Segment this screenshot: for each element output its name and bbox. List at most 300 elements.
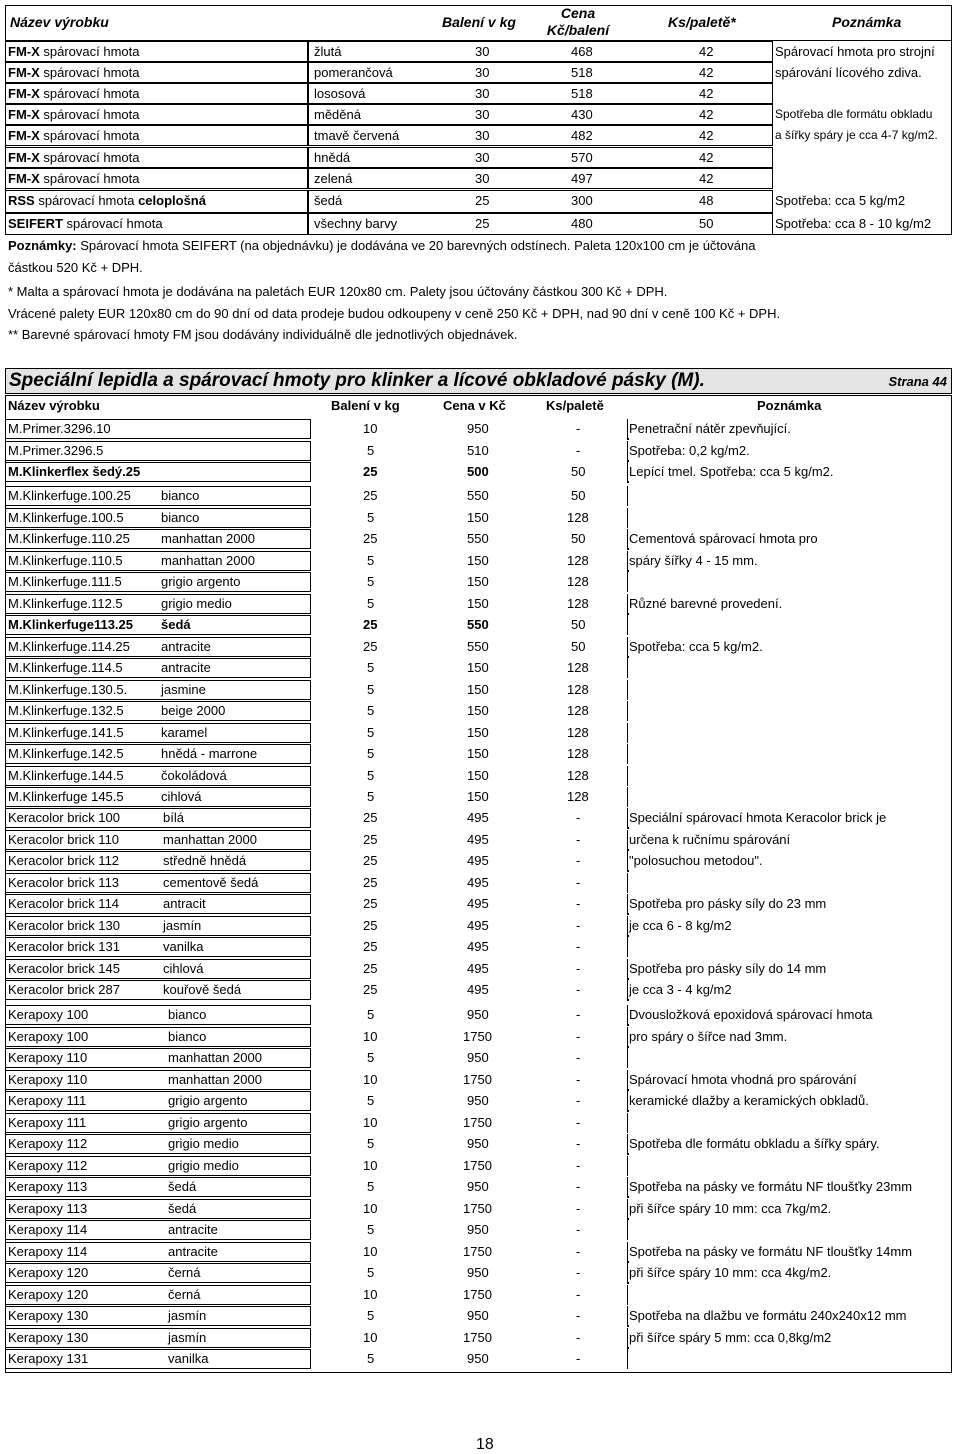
- note-line: ** Barevné spárovací hmoty FM jsou dodávány individuálně dle jednotlivých objednávek.: [8, 327, 518, 342]
- row-price: 518: [571, 86, 593, 101]
- row-price: 495: [467, 939, 489, 954]
- row-price: 468: [571, 44, 593, 59]
- row-color: šedá: [314, 193, 343, 208]
- row-pack: 10: [363, 1157, 378, 1173]
- row-name: M.Klinkerfuge.114.25: [8, 638, 130, 654]
- row-pack: 5: [367, 1265, 375, 1280]
- row-color: vanilka: [168, 1351, 209, 1366]
- row-name: Kerapoxy 130: [8, 1308, 89, 1323]
- t1-header-name: Název výrobku: [10, 14, 109, 30]
- row-pallet: -: [576, 1093, 581, 1108]
- row-price: 950: [467, 1222, 489, 1237]
- row-pack: 5: [367, 724, 375, 740]
- row-pack: 5: [367, 1179, 375, 1194]
- row-price: 1750: [463, 1200, 492, 1216]
- section-page: Strana 44: [888, 374, 947, 389]
- row-note: Spotřeba: cca 5 kg/m2.: [629, 638, 763, 654]
- row-pack: 5: [367, 1007, 375, 1022]
- row-pallet: -: [576, 1136, 581, 1151]
- row-note: spáry šířky 4 - 15 mm.: [629, 552, 758, 568]
- row-name: FM-X spárovací hmota: [8, 150, 140, 165]
- row-pallet: 42: [699, 86, 714, 101]
- row-price: 150: [467, 509, 489, 525]
- row-pack: 5: [367, 789, 375, 804]
- row-price: 950: [467, 1351, 489, 1366]
- row-color: jasmín: [163, 917, 202, 933]
- row-pack: 10: [363, 1114, 378, 1130]
- row-pack: 5: [367, 509, 375, 525]
- row-name: M.Klinkerflex šedý.25: [8, 464, 141, 479]
- row-pack: 5: [367, 442, 375, 458]
- row-price: 150: [467, 724, 489, 740]
- row-note: Spárovací hmota vhodná pro spárování: [629, 1071, 857, 1087]
- row-pallet: 128: [567, 703, 589, 718]
- row-note: pro spáry o šířce nad 3mm.: [629, 1028, 788, 1044]
- row-color: všechny barvy: [314, 216, 398, 231]
- row-name: M.Klinkerfuge.112.5: [8, 595, 123, 611]
- row-note: keramické dlažby a keramických obkladů.: [629, 1093, 869, 1108]
- row-pack: 5: [367, 1093, 375, 1108]
- row-price: 495: [467, 831, 489, 847]
- row-color: grigio medio: [161, 595, 232, 611]
- row-price: 950: [467, 1093, 489, 1108]
- row-price: 495: [467, 810, 489, 825]
- row-price: 1750: [463, 1329, 492, 1345]
- t2-header-pack: Balení v kg: [331, 398, 400, 413]
- row-pallet: -: [576, 1114, 581, 1130]
- row-pack: 25: [363, 939, 378, 954]
- t2-header-name: Název výrobku: [8, 398, 100, 413]
- row-pack: 30: [475, 107, 490, 122]
- row-color: pomerančová: [314, 65, 393, 80]
- row-name: Kerapoxy 110: [8, 1071, 88, 1087]
- row-color: kouřově šedá: [163, 982, 242, 997]
- row-pallet: 50: [571, 638, 586, 654]
- row-price: 495: [467, 917, 489, 933]
- row-note: Cementová spárovací hmota pro: [629, 531, 818, 546]
- row-pallet: 50: [571, 488, 586, 503]
- row-note: Spotřeba pro pásky síly do 14 mm: [629, 960, 827, 976]
- row-color: černá: [168, 1265, 201, 1280]
- row-pack: 5: [367, 1050, 375, 1065]
- row-pack: 10: [363, 1286, 378, 1302]
- row-pallet: -: [576, 1286, 581, 1302]
- row-pallet: -: [576, 1222, 581, 1237]
- row-pack: 25: [475, 193, 490, 208]
- row-pack: 25: [363, 638, 378, 654]
- row-pack: 25: [363, 464, 378, 479]
- row-pack: 5: [367, 1308, 375, 1323]
- row-name: M.Klinkerfuge.110.5: [8, 552, 123, 568]
- row-pack: 10: [363, 421, 378, 436]
- row-pallet: -: [576, 853, 581, 868]
- row-pallet: 128: [567, 660, 589, 675]
- row-color: zelená: [314, 171, 353, 186]
- row-name: Keracolor brick 112: [8, 853, 120, 868]
- row-color: čokoládová: [161, 767, 227, 783]
- t1-header-note: Poznámka: [832, 14, 902, 30]
- row-pallet: -: [576, 960, 581, 976]
- row-pallet: 128: [567, 724, 589, 740]
- row-price: 495: [467, 896, 489, 911]
- row-pallet: -: [576, 1308, 581, 1323]
- t1-header-pack: Balení v kg: [442, 14, 516, 30]
- row-note: a šířky spáry je cca 4-7 kg/m2.: [775, 128, 938, 142]
- row-name: Kerapoxy 114: [8, 1243, 88, 1259]
- row-pallet: 128: [567, 552, 589, 568]
- row-color: bianco: [168, 1028, 207, 1044]
- row-pack: 25: [363, 831, 378, 847]
- row-price: 300: [571, 193, 593, 208]
- row-note: Spotřeba: 0,2 kg/m2.: [629, 442, 750, 458]
- row-pack: 5: [367, 767, 375, 783]
- row-color: šedá: [161, 617, 191, 632]
- row-name: M.Klinkerfuge.114.5: [8, 660, 123, 675]
- row-name: M.Primer.3296.5: [8, 442, 104, 458]
- row-color: černá: [168, 1286, 201, 1302]
- row-price: 950: [467, 1265, 489, 1280]
- row-color: šedá: [168, 1179, 197, 1194]
- row-pack: 5: [367, 1351, 375, 1366]
- row-price: 950: [467, 1007, 489, 1022]
- row-name: Keracolor brick 100: [8, 810, 120, 825]
- row-price: 550: [467, 617, 489, 632]
- page-number: 18: [476, 1436, 494, 1453]
- row-price: 495: [467, 960, 489, 976]
- row-price: 497: [571, 171, 593, 186]
- row-pack: 25: [363, 488, 378, 503]
- t2-header-pallet: Ks/paletě: [546, 398, 604, 413]
- row-color: antracite: [161, 660, 211, 675]
- note-line: Poznámky: Spárovací hmota SEIFERT (na objednávku) je dodávána ve 20 barevných odstínech. Paleta 120x100 cm je účtována: [8, 238, 756, 253]
- row-pack: 10: [363, 1329, 378, 1345]
- row-name: SEIFERT spárovací hmota: [8, 216, 163, 231]
- row-note: Spotřeba na pásky ve formátu NF tloušťky 14mm: [629, 1243, 913, 1259]
- row-price: 150: [467, 660, 489, 675]
- row-price: 150: [467, 703, 489, 718]
- row-note: Dvousložková epoxidová spárovací hmota: [629, 1007, 873, 1022]
- row-pallet: -: [576, 1050, 581, 1065]
- row-color: manhattan 2000: [163, 831, 257, 847]
- row-note: Spotřeba na pásky ve formátu NF tloušťky 23mm: [629, 1179, 913, 1194]
- row-price: 950: [467, 1136, 489, 1151]
- row-price: 550: [467, 488, 489, 503]
- row-pallet: -: [576, 831, 581, 847]
- row-price: 150: [467, 767, 489, 783]
- row-pallet: -: [576, 421, 581, 436]
- row-price: 1750: [463, 1243, 492, 1259]
- row-name: Kerapoxy 131: [8, 1351, 89, 1366]
- row-color: grigio argento: [168, 1114, 248, 1130]
- row-color: cementově šedá: [163, 874, 259, 890]
- row-color: grigio argento: [161, 574, 241, 589]
- row-color: jasmine: [161, 681, 206, 697]
- row-pallet: 42: [699, 171, 714, 186]
- row-price: 480: [571, 216, 593, 231]
- row-price: 495: [467, 853, 489, 868]
- row-pack: 25: [363, 531, 378, 546]
- row-pack: 25: [363, 853, 378, 868]
- row-price: 495: [467, 982, 489, 997]
- row-color: středně hnědá: [163, 853, 247, 868]
- row-pallet: 42: [699, 107, 714, 122]
- row-pallet: 42: [699, 44, 714, 59]
- row-name: Keracolor brick 145: [8, 960, 120, 976]
- row-pack: 5: [367, 595, 375, 611]
- row-note: Spotřeba dle formátu obkladu a šířky spáry.: [629, 1136, 880, 1151]
- row-pallet: 42: [699, 128, 714, 143]
- row-pack: 25: [363, 810, 378, 825]
- row-color: beige 2000: [161, 703, 226, 718]
- row-note: při šířce spáry 10 mm: cca 7kg/m2.: [629, 1200, 832, 1216]
- row-pallet: 128: [567, 509, 589, 525]
- row-color: grigio medio: [168, 1136, 239, 1151]
- row-price: 950: [467, 1179, 489, 1194]
- row-color: manhattan 2000: [168, 1071, 262, 1087]
- row-pallet: -: [576, 1179, 581, 1194]
- row-price: 1750: [463, 1157, 492, 1173]
- row-name: M.Klinkerfuge.100.5: [8, 509, 124, 525]
- row-pallet: -: [576, 896, 581, 911]
- row-name: M.Klinkerfuge.132.5: [8, 703, 124, 718]
- row-note: Různé barevné provedení.: [629, 595, 783, 611]
- row-pack: 5: [367, 746, 375, 761]
- row-color: bianco: [168, 1007, 207, 1022]
- row-note: Penetrační nátěr zpevňující.: [629, 421, 791, 436]
- table1-frame: [5, 5, 952, 235]
- row-pallet: -: [576, 917, 581, 933]
- row-pack: 25: [363, 960, 378, 976]
- note-line: částkou 520 Kč + DPH.: [8, 260, 143, 275]
- row-color: vanilka: [163, 939, 204, 954]
- row-price: 150: [467, 789, 489, 804]
- row-color: karamel: [161, 724, 208, 740]
- row-color: grigio argento: [168, 1093, 248, 1108]
- row-color: jasmín: [168, 1308, 207, 1323]
- row-name: M.Klinkerfuge.111.5: [8, 574, 122, 589]
- t2-header-price: Cena v Kč: [443, 398, 506, 413]
- row-pallet: -: [576, 982, 581, 997]
- row-note: Spárovací hmota pro strojní: [775, 44, 935, 59]
- row-name: Kerapoxy 130: [8, 1329, 89, 1345]
- row-color: lososová: [314, 86, 366, 101]
- row-name: M.Primer.3296.10: [8, 421, 111, 436]
- row-name: Keracolor brick 130: [8, 917, 120, 933]
- row-color: bianco: [161, 509, 200, 525]
- row-note: při šířce spáry 5 mm: cca 0,8kg/m2: [629, 1329, 832, 1345]
- row-pack: 30: [475, 65, 490, 80]
- row-color: šedá: [168, 1200, 197, 1216]
- row-pack: 5: [367, 552, 375, 568]
- row-note: Spotřeba na dlažbu ve formátu 240x240x12 mm: [629, 1308, 907, 1323]
- row-pack: 5: [367, 681, 375, 697]
- row-pallet: -: [576, 1071, 581, 1087]
- row-pack: 10: [363, 1071, 378, 1087]
- row-name: RSS spárovací hmota celoplošná: [8, 193, 206, 208]
- row-price: 1750: [463, 1071, 492, 1087]
- row-color: jasmín: [168, 1329, 207, 1345]
- row-note: "polosuchou metodou".: [629, 853, 763, 868]
- row-pallet: -: [576, 1028, 581, 1044]
- row-name: FM-X spárovací hmota: [8, 65, 140, 80]
- table2-frame: [5, 395, 952, 1373]
- row-pack: 10: [363, 1200, 378, 1216]
- row-name: Keracolor brick 113: [8, 874, 120, 890]
- row-name: Kerapoxy 100: [8, 1028, 89, 1044]
- row-pack: 30: [475, 128, 490, 143]
- section-title: Speciální lepidla a spárovací hmoty pro klinker a lícové obkladové pásky (M).: [9, 370, 705, 391]
- row-pack: 25: [475, 216, 490, 231]
- row-price: 510: [467, 442, 489, 458]
- row-name: FM-X spárovací hmota: [8, 107, 140, 122]
- row-name: Keracolor brick 110: [8, 831, 120, 847]
- row-note: spárování lícového zdiva.: [775, 65, 922, 80]
- row-note: je cca 3 - 4 kg/m2: [629, 982, 732, 997]
- note-line: Vrácené palety EUR 120x80 cm do 90 dní od data prodeje budou odkoupeny v ceně 250 Kč + DPH, nad 90 dní v ceně 100 Kč + DPH.: [8, 306, 781, 321]
- row-pack: 25: [363, 874, 378, 890]
- row-note: Spotřeba pro pásky síly do 23 mm: [629, 896, 827, 911]
- row-color: hnědá: [314, 150, 351, 165]
- row-pallet: -: [576, 874, 581, 890]
- row-name: M.Klinkerfuge.142.5: [8, 746, 124, 761]
- row-price: 150: [467, 681, 489, 697]
- row-price: 518: [571, 65, 593, 80]
- row-note: při šířce spáry 10 mm: cca 4kg/m2.: [629, 1265, 832, 1280]
- row-price: 550: [467, 638, 489, 654]
- row-color: žlutá: [314, 44, 342, 59]
- row-price: 1750: [463, 1286, 492, 1302]
- row-price: 500: [467, 464, 489, 479]
- row-pack: 25: [363, 982, 378, 997]
- row-color: grigio medio: [168, 1157, 239, 1173]
- row-note: určena k ručnímu spárování: [629, 831, 791, 847]
- row-name: M.Klinkerfuge.144.5: [8, 767, 124, 783]
- row-pack: 25: [363, 896, 378, 911]
- note-line: * Malta a spárovací hmota je dodávána na paletách EUR 120x80 cm. Palety jsou účtovány částkou 300 Kč + DPH.: [8, 284, 668, 299]
- row-price: 1750: [463, 1114, 492, 1130]
- row-name: M.Klinkerfuge113.25: [8, 617, 133, 632]
- row-pallet: 42: [699, 65, 714, 80]
- row-pallet: -: [576, 939, 581, 954]
- row-pallet: -: [576, 1265, 581, 1280]
- row-pallet: 128: [567, 574, 589, 589]
- row-name: M.Klinkerfuge.100.25: [8, 488, 131, 503]
- row-pallet: 42: [699, 150, 714, 165]
- row-pallet: 50: [571, 617, 586, 632]
- row-name: Kerapoxy 110: [8, 1050, 88, 1065]
- row-name: Keracolor brick 114: [8, 896, 120, 911]
- row-note: Spotřeba: cca 5 kg/m2: [775, 193, 906, 208]
- row-name: Keracolor brick 131: [8, 939, 120, 954]
- row-pallet: -: [576, 1157, 581, 1173]
- row-price: 1750: [463, 1028, 492, 1044]
- row-color: měděná: [314, 107, 361, 122]
- row-price: 570: [571, 150, 593, 165]
- row-color: antracite: [168, 1222, 218, 1237]
- row-pallet: -: [576, 1007, 581, 1022]
- row-pallet: -: [576, 1200, 581, 1216]
- row-pack: 5: [367, 660, 375, 675]
- row-pallet: -: [576, 810, 581, 825]
- row-name: M.Klinkerfuge 145.5: [8, 789, 124, 804]
- row-name: FM-X spárovací hmota: [8, 86, 140, 101]
- row-name: FM-X spárovací hmota: [8, 44, 140, 59]
- row-color: tmavě červená: [314, 128, 400, 143]
- row-price: 430: [571, 107, 593, 122]
- row-pallet: -: [576, 1243, 581, 1259]
- row-name: Kerapoxy 111: [8, 1093, 87, 1108]
- row-color: hnědá - marrone: [161, 746, 258, 761]
- row-price: 150: [467, 574, 489, 589]
- row-name: Kerapoxy 112: [8, 1157, 88, 1173]
- row-pallet: -: [576, 1329, 581, 1345]
- row-pack: 25: [363, 617, 378, 632]
- row-color: manhattan 2000: [161, 531, 255, 546]
- row-color: bianco: [161, 488, 200, 503]
- row-price: 950: [467, 1308, 489, 1323]
- row-price: 950: [467, 421, 489, 436]
- row-pack: 30: [475, 86, 490, 101]
- row-note: Lepící tmel. Spotřeba: cca 5 kg/m2.: [629, 464, 834, 479]
- row-color: antracite: [168, 1243, 218, 1259]
- row-price: 150: [467, 746, 489, 761]
- row-pack: 30: [475, 44, 490, 59]
- row-name: FM-X spárovací hmota: [8, 171, 140, 186]
- row-note: Speciální spárovací hmota Keracolor brick je: [629, 810, 887, 825]
- row-name: Kerapoxy 120: [8, 1265, 89, 1280]
- row-name: M.Klinkerfuge.130.5.: [8, 681, 128, 697]
- row-note: Spotřeba: cca 8 - 10 kg/m2: [775, 216, 932, 231]
- row-pack: 30: [475, 150, 490, 165]
- row-price: 150: [467, 595, 489, 611]
- row-color: antracite: [161, 638, 211, 654]
- row-color: cihlová: [161, 789, 202, 804]
- row-name: Kerapoxy 112: [8, 1136, 88, 1151]
- t1-header-pallet: Ks/paletě*: [668, 14, 736, 30]
- row-pallet: 128: [567, 681, 589, 697]
- row-pack: 5: [367, 1136, 375, 1151]
- row-pallet: 50: [571, 531, 586, 546]
- row-pack: 5: [367, 1222, 375, 1237]
- row-pallet: 128: [567, 789, 589, 804]
- row-name: Kerapoxy 114: [8, 1222, 88, 1237]
- row-name: Kerapoxy 120: [8, 1286, 89, 1302]
- row-color: bílá: [163, 810, 184, 825]
- row-name: Kerapoxy 113: [8, 1179, 88, 1194]
- row-pallet: 128: [567, 746, 589, 761]
- row-pallet: -: [576, 1351, 581, 1366]
- row-name: Kerapoxy 111: [8, 1114, 87, 1130]
- row-note: Spotřeba dle formátu obkladu: [775, 107, 933, 121]
- row-name: M.Klinkerfuge.110.25: [8, 531, 130, 546]
- row-name: Keracolor brick 287: [8, 982, 120, 997]
- row-pack: 10: [363, 1028, 378, 1044]
- row-color: manhattan 2000: [161, 552, 255, 568]
- t2-header-note: Poznámka: [757, 398, 822, 413]
- row-price: 495: [467, 874, 489, 890]
- row-name: Kerapoxy 100: [8, 1007, 89, 1022]
- row-pack: 30: [475, 171, 490, 186]
- row-pallet: -: [576, 442, 581, 458]
- row-name: M.Klinkerfuge.141.5: [8, 724, 124, 740]
- row-note: je cca 6 - 8 kg/m2: [629, 917, 732, 933]
- row-pallet: 50: [699, 216, 714, 231]
- t1-header-price: Cena Kč/balení: [546, 5, 610, 38]
- row-pallet: 48: [699, 193, 714, 208]
- row-price: 482: [571, 128, 593, 143]
- section-title-bar: [5, 368, 952, 394]
- row-pack: 5: [367, 703, 375, 718]
